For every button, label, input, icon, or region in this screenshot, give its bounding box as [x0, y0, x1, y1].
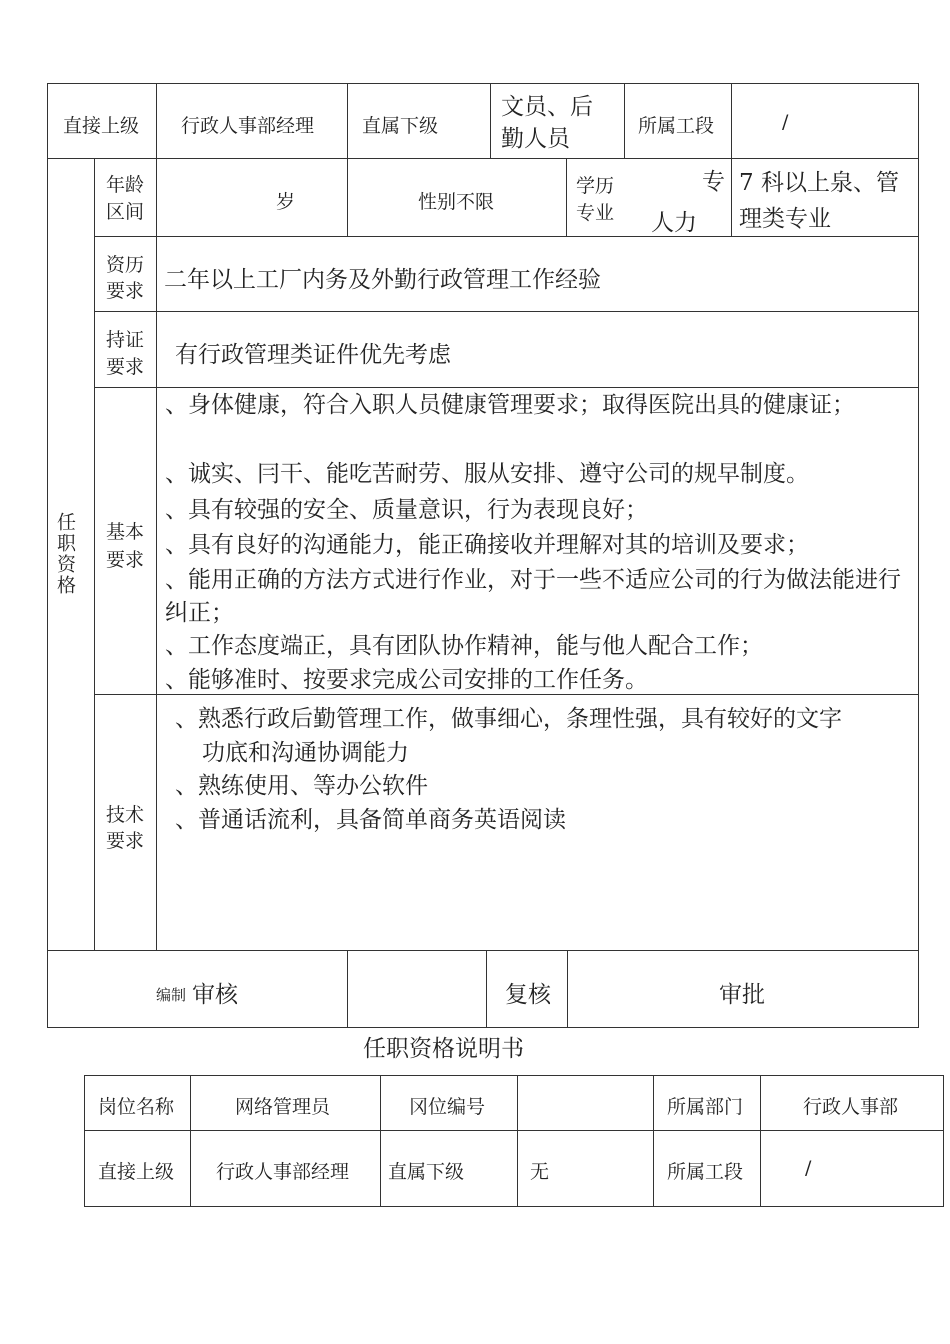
age-value: 岁	[276, 191, 296, 213]
col-divider	[760, 1075, 761, 1207]
education-fragment-2: 人力	[651, 210, 697, 236]
superior-value-2: 行政人事部经理	[216, 1161, 350, 1183]
recheck-label: 复核	[505, 982, 551, 1008]
experience-value: 二年以上工厂内务及外勤行政管理工作经验	[164, 267, 601, 293]
education-value-line2: 理类专业	[739, 206, 831, 232]
subordinate-label: 直属下级	[362, 115, 439, 137]
superior-value: 行政人事部经理	[181, 115, 315, 137]
technical-label-line1: 技术	[106, 804, 145, 826]
certificate-label-line1: 持证	[106, 329, 145, 351]
subordinate-value-line1: 文员、后	[501, 94, 593, 120]
superior-label-2: 直接上级	[98, 1161, 175, 1183]
col-divider	[347, 950, 348, 1027]
col-divider	[190, 1075, 191, 1207]
table-border-bottom	[84, 1206, 944, 1207]
experience-label-line1: 资历	[106, 254, 145, 276]
col-divider	[731, 83, 732, 236]
subordinate-label-2: 直属下级	[388, 1161, 465, 1183]
certificate-label-line2: 要求	[106, 356, 145, 378]
technical-requirement-item: 、普通话流利，具备简单商务英语阅读	[175, 807, 566, 833]
table-border-left	[47, 83, 48, 1028]
col-divider	[94, 158, 95, 950]
basic-requirement-item: 、身体健康，符合入职人员健康管理要求；取得医院出具的健康证；	[165, 392, 855, 418]
table-border-right	[943, 1075, 944, 1207]
basic-label-line2: 要求	[106, 549, 145, 571]
row-divider	[94, 311, 919, 312]
col-divider	[566, 158, 567, 236]
basic-requirement-item: 、具有较强的安全、质量意识，行为表现良好；	[165, 497, 648, 523]
education-label-line2: 专业	[576, 202, 615, 224]
row-divider	[84, 1130, 944, 1131]
certificate-value: 有行政管理类证件优先考虑	[175, 342, 451, 368]
col-divider	[347, 83, 348, 236]
section-value-2: /	[805, 1157, 812, 1179]
col-divider	[624, 83, 625, 158]
department-value: 行政人事部	[803, 1096, 899, 1118]
age-label-line2: 区间	[106, 201, 145, 223]
basic-requirement-item: 、能够准时、按要求完成公司安排的工作任务。	[165, 667, 648, 693]
basic-requirement-item: 、工作态度端正，具有团队协作精神，能与他人配合工作；	[165, 633, 763, 659]
gender-value: 性别不限	[418, 191, 495, 213]
col-divider	[380, 1075, 381, 1207]
audit-label: 审核	[192, 982, 238, 1008]
col-divider	[156, 158, 157, 950]
technical-requirement-item: 、熟悉行政后勤管理工作，做事细心，条理性强，具有较好的文字	[175, 706, 842, 732]
experience-label-line2: 要求	[106, 280, 145, 302]
basic-label-line1: 基本	[106, 521, 145, 543]
section-label-2: 所属工段	[667, 1161, 744, 1183]
position-name-label: 岗位名称	[98, 1096, 175, 1118]
col-divider	[486, 950, 487, 1027]
age-label-line1: 年龄	[106, 174, 145, 196]
section-label: 所属工段	[638, 115, 715, 137]
basic-requirement-item: 、具有良好的沟通能力，能正确接收并理解对其的培训及要求；	[165, 532, 809, 558]
subordinate-value-2: 无	[530, 1161, 550, 1183]
technical-requirement-item: 、熟练使用、等办公软件	[175, 773, 428, 799]
education-fragment-1: 专	[702, 169, 725, 195]
col-divider	[156, 83, 157, 158]
col-divider	[567, 950, 568, 1027]
section-value: /	[782, 111, 789, 133]
qualification-group-label: 任职资格	[54, 512, 76, 596]
technical-label-line2: 要求	[106, 830, 145, 852]
position-number-label: 冈位编号	[409, 1096, 486, 1118]
row-divider	[94, 236, 919, 237]
table-border-top	[47, 83, 919, 84]
document-title: 任职资格说明书	[363, 1036, 524, 1062]
table-border-bottom	[47, 1027, 919, 1028]
row-divider	[47, 158, 919, 159]
basic-requirement-item: 、能用正确的方法方式进行作业，对于一些不适应公司的行为做法能进行纠正；	[165, 567, 901, 626]
approve-label: 审批	[719, 982, 765, 1008]
col-divider	[653, 1075, 654, 1207]
education-label-line1: 学历	[576, 175, 615, 197]
table-border-left	[84, 1075, 85, 1207]
table-border-top	[84, 1075, 944, 1076]
table-border-right	[918, 83, 919, 1028]
superior-label: 直接上级	[63, 115, 140, 137]
department-label: 所属部门	[667, 1096, 744, 1118]
education-value-line1: 7 科以上泉、管	[739, 170, 899, 196]
col-divider	[490, 83, 491, 158]
technical-requirement-item: 功底和沟通协调能力	[202, 740, 409, 766]
basic-requirement-item: 、诚实、冃干、能吃苦耐劳、服从安排、遵守公司的规早制度。	[165, 461, 809, 487]
col-divider	[517, 1075, 518, 1207]
compile-label: 编制	[156, 986, 187, 1004]
position-name-value: 网络管理员	[235, 1096, 331, 1118]
subordinate-value-line2: 勤人员	[501, 126, 570, 152]
row-divider	[47, 950, 919, 951]
row-divider	[94, 387, 919, 388]
